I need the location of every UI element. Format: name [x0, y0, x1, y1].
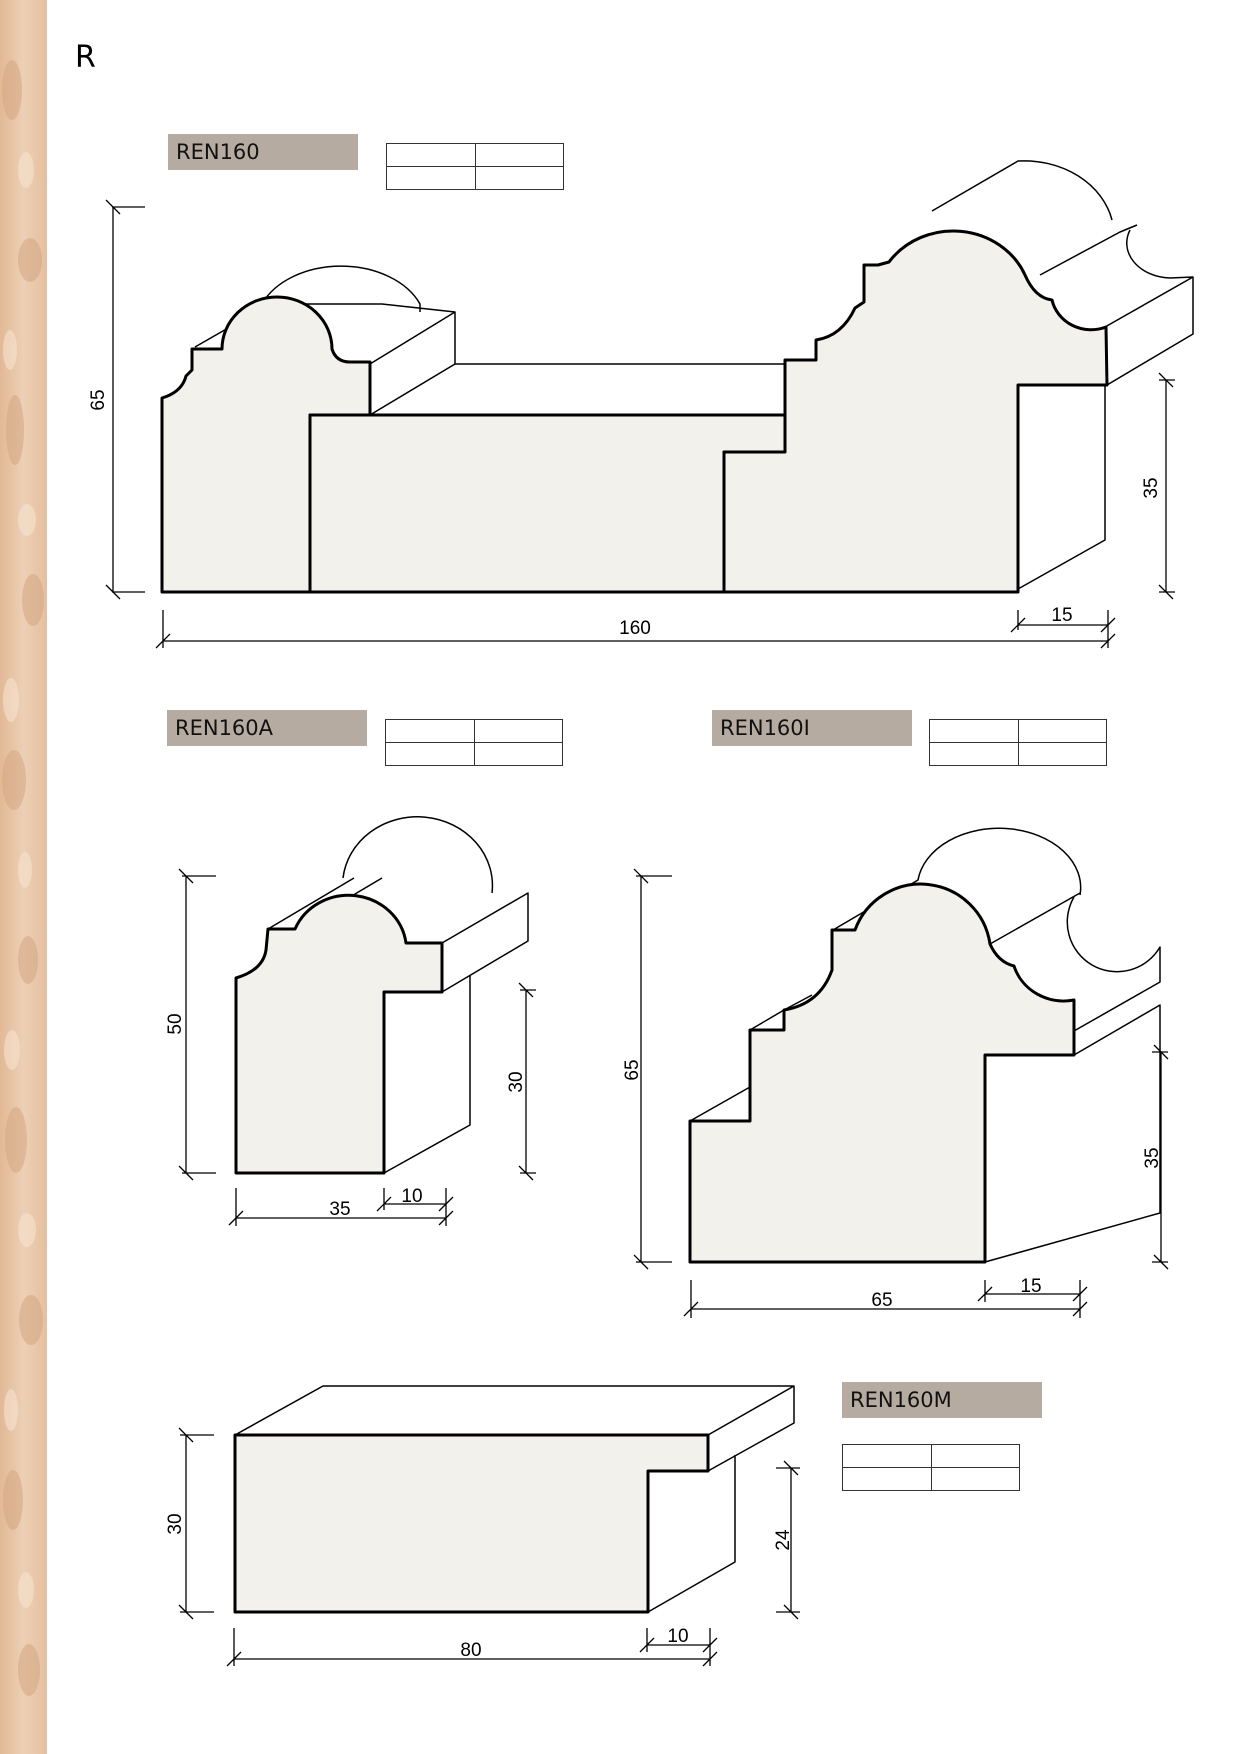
label-ren160a: REN160A [167, 710, 367, 746]
dim-ren160-rebate-width: 15 [1051, 605, 1073, 626]
label-ren160m: REN160M [842, 1382, 1042, 1418]
profile-ren160 [106, 161, 1193, 648]
page-letter: R [75, 40, 96, 75]
dim-ren160i-width: 65 [871, 1290, 893, 1311]
dim-ren160a-rebate-height: 30 [506, 1071, 527, 1093]
dim-ren160-rebate-height: 35 [1141, 477, 1162, 499]
dim-ren160i-rebate-width: 15 [1020, 1276, 1042, 1297]
dim-ren160m-height: 30 [165, 1513, 186, 1535]
dim-ren160a-rebate-width: 10 [401, 1186, 423, 1207]
profile-ren160a [179, 817, 536, 1226]
label-ren160i: REN160I [712, 710, 912, 746]
dim-ren160a-height: 50 [165, 1013, 186, 1035]
dim-ren160i-rebate-height: 35 [1142, 1147, 1163, 1169]
dim-ren160m-rebate-height: 24 [773, 1529, 794, 1551]
profile-ren160m [179, 1386, 800, 1666]
label-ren160: REN160 [168, 134, 358, 170]
dim-ren160i-height: 65 [622, 1059, 643, 1081]
dim-ren160m-rebate-width: 10 [667, 1626, 689, 1647]
dim-ren160-width: 160 [619, 618, 651, 639]
dim-ren160-height: 65 [88, 389, 109, 411]
dim-ren160m-width: 80 [460, 1640, 482, 1661]
dim-ren160a-width: 35 [329, 1199, 351, 1220]
profile-ren160i [634, 828, 1168, 1318]
